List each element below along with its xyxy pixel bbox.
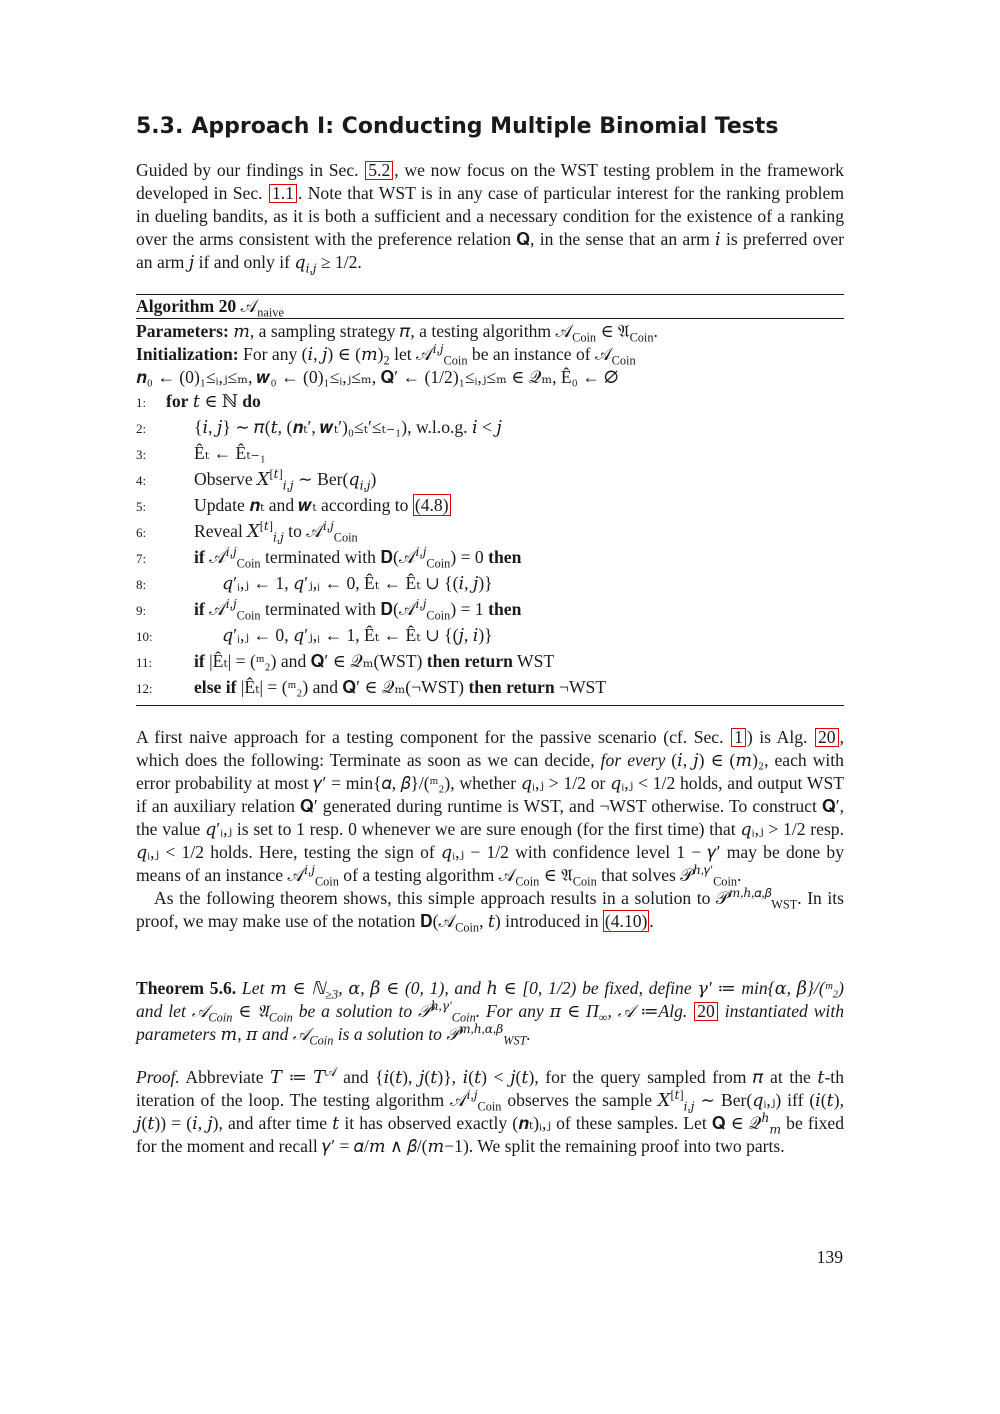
subscript: Coin (268, 1010, 293, 1025)
algorithm-parameters (136, 320, 844, 343)
subscript: 𝑚 (769, 1122, 782, 1137)
text: observes the sample 𝑋 (501, 1090, 671, 1110)
section-ref-link[interactable]: 5.2 (365, 161, 393, 180)
superscript: [𝑡] (670, 1088, 684, 1103)
keyword: then return (426, 651, 513, 671)
step-text: WST (512, 651, 555, 671)
algorithm-step (136, 545, 844, 571)
subscript: 𝑖,𝑗 (683, 1099, 695, 1114)
text: be fixed for the moment and recall 𝛾′ = 𝛼/𝑚 ∧ 𝛽/(𝑚−1). We split the remaining proof into two parts. (136, 1113, 844, 1156)
line-number: 5: (136, 499, 147, 514)
superscript: 𝑖,𝑗 (225, 545, 237, 560)
step-text: terminated with 𝐃(𝒜 (260, 599, 416, 619)
line-number: 8: (136, 577, 147, 592)
algorithm-name: 𝒜 (240, 296, 258, 316)
line-number: 9: (136, 603, 147, 618)
subscript: Coin (236, 608, 261, 623)
parameters-label: Parameters: (136, 321, 229, 341)
subscript: Coin (611, 353, 636, 368)
keyword: if (194, 651, 205, 671)
step-text: ) = 1 (450, 599, 489, 619)
text: . For any 𝜋 ∈ Π (475, 1001, 599, 1021)
superscript: 𝑖,𝑗 (322, 519, 334, 534)
intro-text: ≥ 1/2. (316, 252, 362, 272)
subscript: Coin (629, 330, 654, 345)
intro-text: , we now focus on the WST testing problem in the framework developed in Sec. (136, 160, 844, 203)
keyword: if (194, 547, 205, 567)
line-number: 12: (136, 681, 153, 696)
naive-approach-paragraph (136, 726, 844, 933)
text: Let 𝑚 ∈ ℕ (241, 978, 326, 998)
algorithm-ref-link[interactable]: 20 (815, 728, 839, 747)
text: be a solution to 𝒫 (292, 1001, 431, 1021)
step-text: 𝑞′ᵢ,ⱼ ← 0, 𝑞′ⱼ,ᵢ ← 1, Êₜ ← Êₜ ∪ {(𝑗, 𝑖)} (222, 625, 493, 645)
superscript: 𝑖,𝑗 (466, 1088, 478, 1103)
text: (𝑖, 𝑗) ∈ (𝑚)₂, each with error probability at most 𝛾′ = min{𝛼, 𝛽}/(ᵐ₂), whether 𝑞ᵢ,ⱼ > 1/2 or 𝑞ᵢ,ⱼ < 1/2 holds, and output WST if an auxiliary relation 𝐐′ generated during runtime is WST, and ¬WST otherwise. To construct 𝐐′, the value 𝑞′ᵢ,ⱼ is set to 1 resp. 0 whenever we are sure enough (for the first time) that 𝑞ᵢ,ⱼ > 1/2 resp. 𝑞ᵢ,ⱼ < 1/2 holds. Here, testing the sign of 𝑞ᵢ,ⱼ − 1/2 with confidence level 1 − 𝛾′ may be done by means of an instance 𝒜 (136, 750, 844, 885)
text: ∈ 𝔄 (539, 865, 573, 885)
intro-text: . Note that WST is in any case of particular interest for the ranking problem in dueling bandits, as it is both a sufficient and a necessary condition for the existence of a ranking over the arms consistent with the preference relation 𝐐, in the sense that an arm 𝑖 is preferred over an arm 𝑗 if and only if 𝑞 (136, 183, 844, 272)
subscript: 𝑖,𝑗 (282, 478, 294, 493)
text: . (526, 1024, 531, 1044)
algorithm-body (136, 319, 844, 701)
text: is a solution to 𝒫 (333, 1024, 459, 1044)
superscript: ℎ,𝛾′ (430, 999, 452, 1014)
line-number: 4: (136, 473, 147, 488)
superscript: 𝑚,ℎ,𝛼,𝛽 (458, 1022, 504, 1037)
subscript: 𝑖,𝑗 (305, 261, 317, 276)
subscript: Coin (572, 874, 597, 889)
line-number: 11: (136, 655, 153, 670)
subscript: Coin (455, 920, 480, 935)
superscript: [𝑡] (259, 519, 273, 534)
superscript: 𝑖,𝑗 (415, 597, 427, 612)
subscript: Coin (314, 874, 339, 889)
text: As the following theorem shows, this simple approach results in a solution to 𝒫 (154, 888, 729, 908)
algorithm-step (136, 675, 844, 701)
text: ∈ 𝔄 (596, 321, 630, 341)
subscript: Coin (426, 556, 451, 571)
text: ) is Alg. (746, 727, 808, 747)
text: that solves 𝒫 (596, 865, 693, 885)
equation-ref[interactable]: (4.8) (414, 495, 449, 515)
section-title: Approach I: Conducting Multiple Binomial Tests (191, 114, 779, 139)
algorithm-box (136, 294, 844, 706)
algorithm-initialization (136, 343, 844, 366)
equation-ref[interactable]: (4.10) (604, 911, 648, 931)
superscript: 𝒜 (324, 1065, 337, 1080)
subscript: Coin (443, 353, 468, 368)
algorithm-title (136, 295, 844, 318)
step-text: |Êₜ| = (ᵐ₂) and 𝐐′ ∈ 𝒬ₘ(¬WST) (236, 677, 469, 697)
section-heading (136, 112, 846, 142)
step-text: 𝑞′ᵢ,ⱼ ← 1, 𝑞′ⱼ,ᵢ ← 0, Êₜ ← Êₜ ∪ {(𝑖, 𝑗)} (222, 573, 493, 593)
algorithm-step (136, 389, 844, 415)
keyword: then return (468, 677, 555, 697)
keyword: then (488, 547, 522, 567)
algorithm-step (136, 571, 844, 597)
algorithm-step (136, 467, 844, 493)
text: , 𝛼, 𝛽 ∈ (0, 1), and ℎ ∈ [0, 1/2) be fixed, define 𝛾′ ≔ min{𝛼, 𝛽}/(ᵐ₂) and let 𝒜 (136, 978, 844, 1021)
superscript: 𝑖,𝑗 (415, 545, 427, 560)
theorem-5-6 (136, 977, 844, 1046)
subscript: Coin (208, 1010, 233, 1025)
subscript: naive (257, 305, 284, 320)
algorithm-initialization-values: 𝒏₀ ← (0)₁≤ᵢ,ⱼ≤ₘ, 𝒘₀ ← (0)₁≤ᵢ,ⱼ≤ₘ, 𝐐′ ← (1/2)₁≤ᵢ,ⱼ≤ₘ ∈ 𝒬ₘ, Ê₀ ← ∅ (136, 367, 619, 387)
text: ∈ 𝔄 (232, 1001, 269, 1021)
superscript: 𝑖,𝑗 (432, 342, 444, 357)
text: be an instance of 𝒜 (467, 344, 612, 364)
text: Abbreviate 𝑇 ≔ 𝑇 (179, 1067, 325, 1087)
text: and {𝑖(𝑡), 𝑗(𝑡)}, 𝑖(𝑡) < 𝑗(𝑡), for the query sampled from 𝜋 at the 𝑡-th iteration of the loop. The testing algorithm 𝒜 (136, 1067, 844, 1110)
intro-paragraph (136, 159, 844, 274)
proof-label: Proof. (136, 1067, 180, 1087)
step-text: 𝒜 (204, 599, 226, 619)
intro-text: Guided by our findings in Sec. (136, 160, 359, 180)
algorithm-label: Algorithm 20 (136, 296, 237, 316)
keyword: if (194, 599, 205, 619)
subscript: 2 (383, 353, 390, 368)
step-text: terminated with 𝐃(𝒜 (260, 547, 416, 567)
step-text: ) = 0 (450, 547, 489, 567)
algorithm-step (136, 441, 844, 467)
step-text: 𝒜 (204, 547, 226, 567)
algorithm-step (136, 493, 844, 519)
subscript: ≥3 (325, 987, 339, 1002)
text: , 𝑡) introduced in (479, 911, 603, 931)
subscript: 𝑖,𝑗 (272, 530, 284, 545)
subscript: Coin (236, 556, 261, 571)
superscript: 𝑚,ℎ,𝛼,𝛽 (728, 886, 772, 901)
step-text: ) (370, 469, 377, 489)
step-text: {𝑖, 𝑗} ∼ 𝜋(𝑡, (𝒏ₜ′, 𝒘ₜ′)₀≤ₜ′≤ₜ₋₁), w.l.o.g. 𝑖 < 𝑗 (194, 417, 502, 437)
step-text: 𝑡 ∈ ℕ (188, 391, 243, 411)
line-number: 2: (136, 421, 147, 436)
text: . (649, 911, 654, 931)
text: ∼ Ber(𝑞ᵢ,ⱼ) iff (𝑖(𝑡), 𝑗(𝑡)) = (𝑖, 𝑗), and after time 𝑡 it has observed exactly (𝒏ₜ)ᵢ,ⱼ of these samples. Let 𝐐 ∈ 𝒬 (136, 1090, 844, 1133)
step-text: Update 𝒏ₜ and 𝒘ₜ according to (194, 495, 413, 515)
subscript: 𝑖,𝑗 (359, 478, 371, 493)
step-text: to 𝒜 (283, 521, 323, 541)
line-number: 10: (136, 629, 153, 644)
equation-ref-link[interactable] (603, 913, 650, 930)
text: let 𝒜 (389, 344, 433, 364)
text: instantiated with parameters 𝑚, 𝜋 and 𝒜 (136, 1001, 845, 1044)
keyword: else if (194, 677, 237, 697)
subscript: WST (503, 1033, 527, 1048)
superscript: ℎ,𝛾′ (692, 863, 714, 878)
text: , which does the following: Terminate as soon as we can decide, (136, 727, 844, 770)
algorithm-step (136, 415, 844, 441)
subscript: WST (771, 897, 798, 912)
section-number: 5.3. (136, 114, 184, 139)
step-text: ¬WST (554, 677, 607, 697)
proof-paragraph (136, 1066, 844, 1158)
superscript: 𝑖,𝑗 (304, 863, 315, 878)
keyword: then (488, 599, 522, 619)
initialization-label: Initialization: (136, 344, 239, 364)
superscript: 𝑖,𝑗 (225, 597, 237, 612)
subscript: ∞ (598, 1010, 608, 1025)
text: 𝑚, a sampling strategy 𝜋, a testing algorithm 𝒜 (233, 321, 573, 341)
line-number: 6: (136, 525, 147, 540)
line-number: 1: (136, 395, 147, 410)
algorithm-ref-link[interactable]: 20 (694, 1002, 718, 1021)
step-text: Êₜ ← Êₜ₋₁ (194, 443, 266, 463)
text: For any (𝑖, 𝑗) ∈ (𝑚) (243, 344, 384, 364)
algorithm-step (136, 597, 844, 623)
text: . (737, 865, 742, 885)
line-number: 7: (136, 551, 147, 566)
theorem-label: Theorem 5.6. (136, 978, 237, 998)
page-number: 139 (816, 1247, 843, 1267)
section-ref-link[interactable]: 1 (731, 728, 746, 747)
line-number: 3: (136, 447, 147, 462)
step-text: ∼ Ber(𝑞 (293, 469, 360, 489)
bottom-rule (136, 705, 844, 706)
text: , 𝒜 ≔Alg. (607, 1001, 688, 1021)
algorithm-step (136, 649, 844, 675)
keyword: do (242, 391, 261, 411)
text: . In its proof, we may make use of the notation 𝐃(𝒜 (136, 888, 844, 931)
subscript: Coin (451, 1010, 476, 1025)
step-text: Observe 𝑋 (194, 469, 270, 489)
subscript: Coin (572, 330, 597, 345)
subscript: Coin (515, 874, 540, 889)
text: of a testing algorithm 𝒜 (338, 865, 516, 885)
superscript: ℎ (761, 1111, 770, 1126)
step-text: Reveal 𝑋 (194, 521, 260, 541)
text: . (653, 321, 658, 341)
subscript: Coin (426, 608, 451, 623)
subscript: Coin (477, 1099, 502, 1114)
step-text: |Êₜ| = (ᵐ₂) and 𝐐′ ∈ 𝒬ₘ(WST) (204, 651, 427, 671)
section-ref-link[interactable]: 1.1 (269, 184, 297, 203)
subscript: Coin (333, 530, 358, 545)
superscript: [𝑡] (269, 467, 283, 482)
subscript: Coin (309, 1033, 334, 1048)
algorithm-step (136, 623, 844, 649)
emphasis: for every (600, 750, 666, 770)
text: A first naive approach for a testing component for the passive scenario (cf. Sec. (136, 727, 724, 747)
subscript: Coin (713, 874, 738, 889)
equation-ref-link[interactable] (413, 494, 451, 516)
keyword: for (166, 391, 189, 411)
algorithm-step (136, 519, 844, 545)
